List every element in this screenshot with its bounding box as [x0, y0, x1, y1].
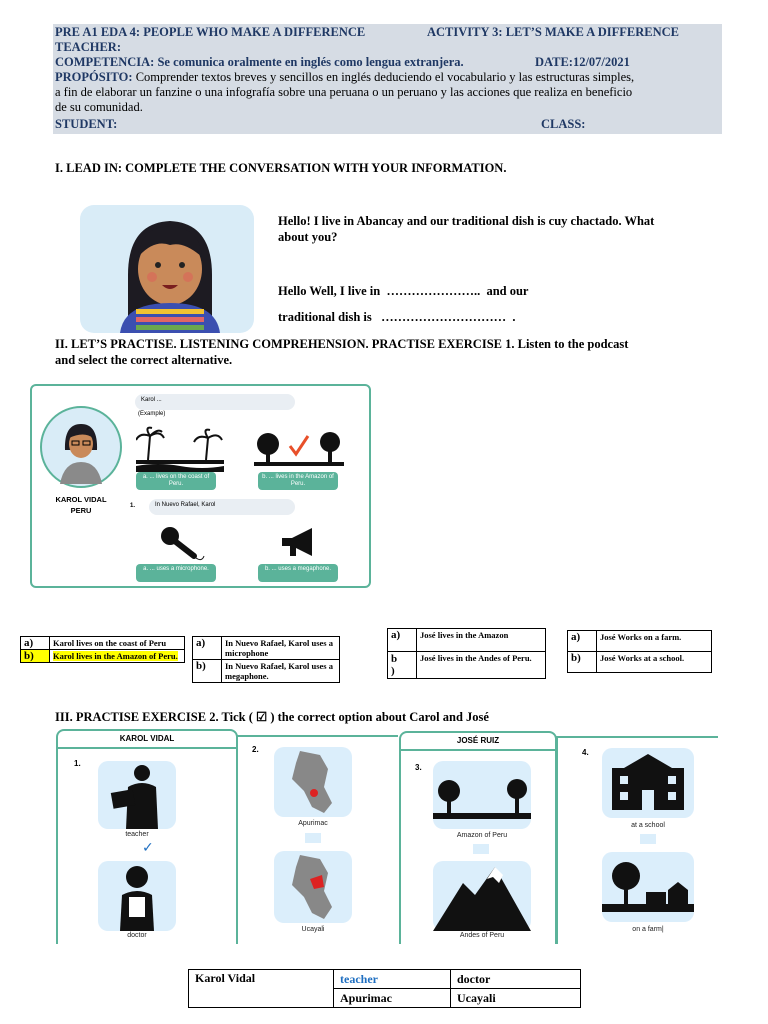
- competencia-label: COMPETENCIA:: [55, 55, 155, 69]
- speech-text: [278, 213, 654, 245]
- competencia-text: Se comunica oralmente en inglés como lengua extranjera.: [157, 55, 464, 69]
- answer-3b[interactable]: José lives in the Andes of Peru.: [417, 652, 546, 679]
- caption-school: at a school: [631, 822, 665, 829]
- option-a-coast[interactable]: a. ... lives on the coast of Peru.: [136, 472, 216, 490]
- caption-doctor: doctor: [127, 932, 147, 939]
- item-number-4: 4.: [582, 748, 589, 757]
- summary-apurimac[interactable]: Apurimac: [334, 989, 451, 1008]
- header-box: [53, 24, 722, 134]
- caption-amazon: Amazon of Peru: [456, 832, 508, 839]
- answer-1b[interactable]: [50, 650, 185, 663]
- teacher-check-icon[interactable]: ✓: [142, 839, 154, 855]
- header-title-right: ACTIVITY 3: LET’S MAKE A DIFFERENCE: [427, 25, 680, 39]
- item-number-1: 1.: [74, 759, 81, 768]
- apurimac-tick-box[interactable]: [305, 833, 321, 843]
- section-2-title-line-1: II. LET’S PRACTISE. LISTENING COMPREHENSION. PRACTISE EXERCISE 1. Listen to the podcast: [55, 337, 629, 351]
- school-building-icon: [602, 748, 694, 818]
- caption-apurimac: Apurimac: [298, 820, 328, 827]
- option-b-amazon[interactable]: b. ... lives in the Amazon of Peru.: [258, 472, 338, 490]
- table-row: [189, 970, 581, 989]
- caption-farm: on a farm|: [632, 926, 664, 933]
- megaphone-icon: [278, 526, 318, 560]
- option-letter-b: b): [193, 660, 222, 683]
- teacher-tile[interactable]: [98, 761, 176, 829]
- answer-4b[interactable]: José Works at a school.: [597, 652, 712, 673]
- header-title-left: PRE A1 EDA 4: PEOPLE WHO MAKE A DIFFERENCE: [55, 25, 366, 39]
- amazon-tick-box[interactable]: [473, 844, 489, 854]
- header-student: STUDENT:: [55, 117, 118, 131]
- panel-karol-place: [236, 735, 398, 944]
- header-teacher: TEACHER:: [55, 40, 121, 54]
- girl-avatar-icon: [80, 205, 254, 333]
- reply-line-1: Hello Well, I live in ………………….. and our: [278, 284, 529, 298]
- option-letter-b: b): [21, 650, 50, 663]
- header-proposito: [55, 70, 634, 85]
- answer-table-1: [20, 636, 185, 663]
- microphone-icon: [158, 524, 208, 564]
- option-letter-b: b): [568, 652, 597, 673]
- karol-avatar-icon: [38, 404, 124, 490]
- summary-ucayali[interactable]: Ucayali: [451, 989, 581, 1008]
- option-letter-b-split: [388, 652, 417, 679]
- andes-tile[interactable]: [433, 861, 531, 931]
- mountain-icon: [433, 861, 531, 931]
- caption-ucayali: Ucayali: [301, 926, 325, 933]
- summary-name-text: Karol Vidal: [195, 970, 256, 985]
- table-row[interactable]: [568, 631, 712, 652]
- coast-palm-icon: [136, 426, 224, 472]
- option-letter-a: a): [568, 631, 597, 652]
- option-letter-a: a): [193, 637, 222, 660]
- section-3-title: III. PRACTISE EXERCISE 2. Tick ( ☑ ) the correct option about Carol and José: [55, 710, 489, 724]
- proposito-text-2: a fin de elaborar un fanzine o una infografía sobre una peruana o un peruano y las acciones que realiza en beneficio: [55, 85, 633, 99]
- proposito-label: PROPÓSITO:: [55, 70, 133, 84]
- doctor-tile[interactable]: [98, 861, 176, 931]
- school-tile[interactable]: [602, 748, 694, 818]
- example-label: (Example): [138, 411, 166, 417]
- table-row[interactable]: [388, 629, 546, 652]
- karol-caption: [32, 494, 130, 516]
- option-letter-a: a): [388, 629, 417, 652]
- reply-line-2: traditional dish is ………………………… .: [278, 310, 516, 324]
- answer-table-4: [567, 630, 712, 673]
- peru-map-ucayali-icon: [274, 851, 352, 923]
- letter-b-part-1: b: [391, 653, 398, 665]
- answer-1b-highlight: Karol lives in the Amazon of Peru.: [53, 651, 178, 661]
- apurimac-tile[interactable]: [274, 747, 352, 817]
- header-date: DATE:12/07/2021: [535, 55, 630, 69]
- summary-doctor[interactable]: doctor: [451, 970, 581, 989]
- nuevo-rafael-bubble: In Nuevo Rafael, Karol: [149, 499, 295, 515]
- table-row[interactable]: [568, 652, 712, 673]
- farm-icon: [602, 852, 694, 922]
- panel-jose-place: [399, 731, 557, 944]
- answer-2a[interactable]: In Nuevo Rafael, Karol uses a microphone: [222, 637, 340, 660]
- caption-teacher: teacher: [125, 831, 149, 838]
- answer-2b[interactable]: In Nuevo Rafael, Karol uses a megaphone.: [222, 660, 340, 683]
- option-letter-a: a): [21, 637, 50, 650]
- check-icon: [290, 436, 308, 454]
- doctor-icon: [98, 861, 176, 931]
- teacher-icon: [98, 761, 176, 829]
- question-1-number: 1.: [130, 503, 136, 509]
- item-number-3: 3.: [415, 763, 422, 772]
- section-2-title-line-2: and select the correct alternative.: [55, 353, 233, 367]
- section-2-title: [55, 336, 628, 368]
- speech-line-2: about you?: [278, 230, 338, 244]
- ucayali-tile[interactable]: [274, 851, 352, 923]
- proposito-text-1: Comprender textos breves y sencillos en inglés deduciendo el vocabulario y las estructuras simples,: [135, 70, 635, 84]
- panel-jose-work: [556, 736, 718, 944]
- karol-header: KAROL VIDAL: [58, 731, 236, 749]
- answer-table-2: [192, 636, 340, 683]
- peru-map-apurimac-icon: [274, 747, 352, 817]
- karol-speech-bubble: Karol ...: [135, 394, 295, 410]
- section-1-title: I. LEAD IN: COMPLETE THE CONVERSATION WITH YOUR INFORMATION.: [55, 161, 507, 175]
- summary-table: [188, 969, 581, 1008]
- item-number-2: 2.: [252, 745, 259, 754]
- table-row[interactable]: [193, 637, 340, 660]
- exercise-1-card: [30, 384, 371, 588]
- amazon-tile[interactable]: [433, 761, 531, 829]
- table-row[interactable]: [193, 660, 340, 683]
- answer-3a[interactable]: José lives in the Amazon: [417, 629, 546, 652]
- option-a-microphone[interactable]: a. ... uses a microphone.: [136, 564, 216, 582]
- answer-table-3: [387, 628, 546, 679]
- letter-b-part-2: ): [391, 665, 395, 677]
- summary-name: [189, 970, 334, 1008]
- karol-name: KAROL VIDAL: [55, 495, 107, 504]
- girl-illustration: [80, 205, 254, 333]
- panel-karol-job: [56, 729, 238, 944]
- school-tick-box[interactable]: [640, 834, 656, 844]
- proposito-text-3: de su comunidad.: [55, 100, 143, 114]
- answer-4a[interactable]: José Works on a farm.: [597, 631, 712, 652]
- jose-header: JOSÉ RUIZ: [401, 733, 555, 751]
- speech-line-1: Hello! I live in Abancay and our traditional dish is cuy chactado. What: [278, 214, 655, 228]
- summary-teacher[interactable]: teacher: [334, 970, 451, 989]
- caption-andes: Andes of Peru: [459, 932, 505, 939]
- table-row[interactable]: [388, 652, 546, 679]
- header-competencia: [55, 55, 464, 70]
- table-row[interactable]: [21, 650, 185, 663]
- answer-1a[interactable]: Karol lives on the coast of Peru: [50, 637, 185, 650]
- amazon-trees-icon: [254, 430, 344, 470]
- farm-tile[interactable]: [602, 852, 694, 922]
- amazon-trees-icon: [433, 761, 531, 829]
- karol-country: PERU: [70, 506, 92, 515]
- table-row[interactable]: [21, 637, 185, 650]
- header-class: CLASS:: [541, 117, 586, 131]
- option-b-megaphone[interactable]: b. ... uses a megaphone.: [258, 564, 338, 582]
